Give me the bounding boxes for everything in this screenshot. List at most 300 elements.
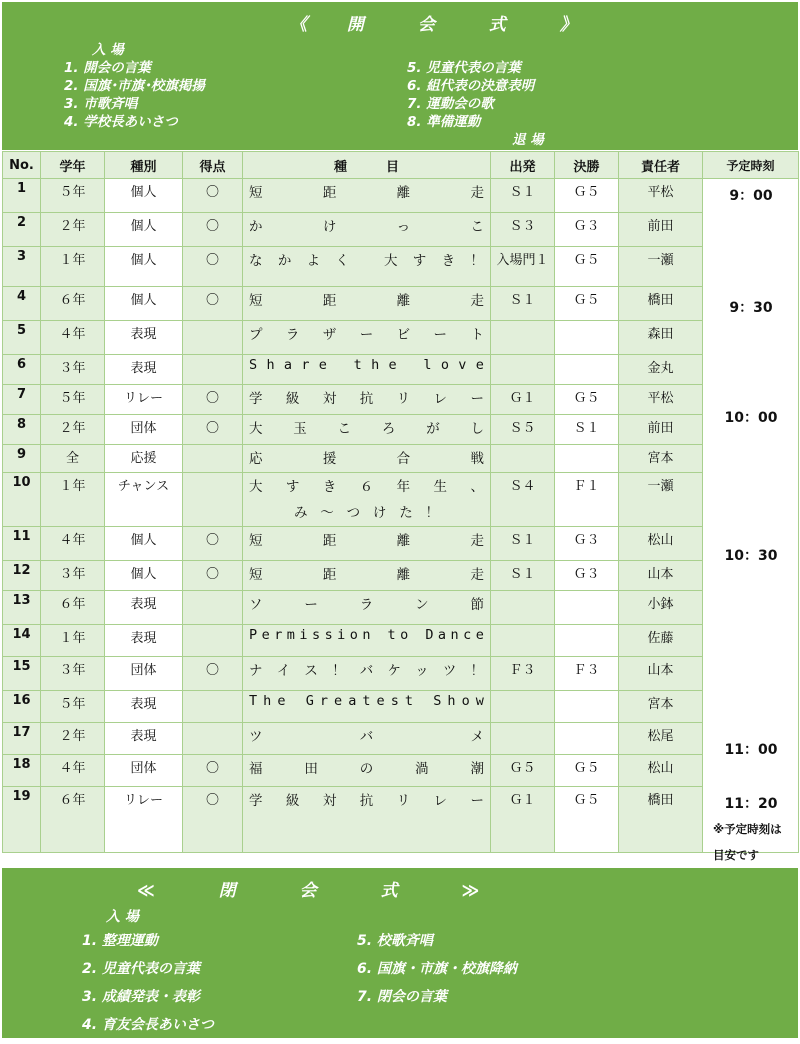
event-char <box>364 249 368 269</box>
score-cell: 〇 <box>183 385 243 415</box>
finish-cell: Ｇ５ <box>555 787 619 853</box>
event-char: く <box>335 253 349 269</box>
finish-cell: Ｇ５ <box>555 287 619 321</box>
responsible-cell: 松尾 <box>619 723 703 755</box>
event-name-line <box>249 417 484 437</box>
program-page <box>2 2 798 1040</box>
start-cell: Ｓ１ <box>491 561 555 591</box>
responsible-cell: 橋田 <box>619 787 703 853</box>
event-char: e <box>318 357 327 373</box>
finish-cell <box>555 723 619 755</box>
finish-cell: Ｇ３ <box>555 527 619 561</box>
event-char: e <box>277 693 286 709</box>
event-char: な <box>249 253 263 269</box>
event-char <box>375 627 383 643</box>
grade-cell: １年 <box>41 247 105 287</box>
grade-cell: ３年 <box>41 561 105 591</box>
event-name-line <box>249 563 484 583</box>
row-number: 3 <box>3 247 41 287</box>
event-char: i <box>337 627 346 643</box>
event-name-line <box>249 323 484 343</box>
opening-item: 1. 開会の言葉 <box>64 60 151 76</box>
event-char: r <box>301 357 310 373</box>
row-number: 6 <box>3 355 41 385</box>
event-cell <box>243 755 491 787</box>
event-char: リ <box>396 793 411 809</box>
event-char: P <box>249 627 258 643</box>
type-cell: 表現 <box>105 723 183 755</box>
responsible-cell: 橋田 <box>619 287 703 321</box>
finish-cell: Ｇ３ <box>555 561 619 591</box>
event-cell <box>243 445 491 473</box>
event-char: n <box>362 627 371 643</box>
event-name-line <box>249 693 484 709</box>
event-char: 短 <box>249 293 263 309</box>
event-char: が <box>426 421 440 437</box>
type-cell: 表現 <box>105 691 183 723</box>
opening-title-char: 会 <box>417 15 437 35</box>
event-char: 対 <box>322 391 337 407</box>
event-char: D <box>425 627 434 643</box>
finish-cell: Ｇ５ <box>555 179 619 213</box>
event-char: 級 <box>285 391 300 407</box>
start-cell: Ｇ１ <box>491 787 555 853</box>
finish-cell <box>555 691 619 723</box>
responsible-cell: 佐藤 <box>619 625 703 657</box>
type-cell: リレー <box>105 385 183 415</box>
grade-cell: ５年 <box>41 691 105 723</box>
event-char: し <box>470 421 484 437</box>
event-char: e <box>475 357 484 373</box>
table-row <box>3 657 799 691</box>
event-char: ー <box>470 391 484 407</box>
event-cell <box>243 213 491 247</box>
row-number: 11 <box>3 527 41 561</box>
finish-cell: Ｆ１ <box>555 473 619 527</box>
event-name-line <box>249 627 484 643</box>
table-row <box>3 723 799 755</box>
type-cell: 個人 <box>105 527 183 561</box>
event-char: メ <box>470 729 484 745</box>
type-cell: リレー <box>105 787 183 853</box>
event-char: 走 <box>470 567 484 583</box>
type-cell: 表現 <box>105 625 183 657</box>
scheduled-time: 11：00 <box>724 742 778 758</box>
event-char: か <box>277 253 292 269</box>
event-char: 年 <box>396 479 411 495</box>
header-finish: 決勝 <box>555 152 619 179</box>
event-char: v <box>458 357 467 373</box>
event-char: 級 <box>285 793 300 809</box>
finish-cell <box>555 591 619 625</box>
table-row <box>3 247 799 287</box>
event-char: a <box>437 627 447 643</box>
responsible-cell: 山本 <box>619 657 703 691</box>
row-number: 12 <box>3 561 41 591</box>
event-char: 走 <box>470 185 484 201</box>
event-char: 大 <box>249 479 263 495</box>
grade-cell: ４年 <box>41 755 105 787</box>
event-cell <box>243 723 491 755</box>
event-char: o <box>461 693 470 709</box>
event-char: 節 <box>470 597 484 613</box>
event-cell <box>243 625 491 657</box>
event-char: 離 <box>396 185 411 201</box>
closing-item: 5. 校歌斉唱 <box>357 933 433 949</box>
table-row <box>3 385 799 415</box>
finish-cell <box>555 355 619 385</box>
event-char: ー <box>470 793 484 809</box>
header-event: 種 目 <box>243 152 491 179</box>
closing-item: 6. 国旗・市旗・校旗降納 <box>357 961 517 977</box>
event-char: t <box>387 627 396 643</box>
row-number: 14 <box>3 625 41 657</box>
event-char: l <box>423 357 432 373</box>
event-char: ト <box>470 327 484 343</box>
score-cell: 〇 <box>183 179 243 213</box>
responsible-cell: 山本 <box>619 561 703 591</box>
event-char: 潮 <box>470 761 484 777</box>
event-char: 生 <box>433 479 448 495</box>
event-char: o <box>349 627 358 643</box>
event-char: 走 <box>470 533 484 549</box>
start-cell: Ｓ５ <box>491 415 555 445</box>
score-cell: 〇 <box>183 247 243 287</box>
event-char: 戦 <box>470 451 484 467</box>
event-char: 大 <box>249 421 263 437</box>
grade-cell: ４年 <box>41 321 105 355</box>
event-name-line <box>249 659 484 679</box>
event-char: 短 <box>249 185 263 201</box>
event-char: e <box>475 627 484 643</box>
event-char: 、 <box>470 479 484 495</box>
responsible-cell: 前田 <box>619 415 703 445</box>
event-char: ！ <box>470 253 484 269</box>
event-name-line <box>249 289 484 309</box>
opening-title-char: 開 <box>346 15 366 35</box>
responsible-cell: 平松 <box>619 385 703 415</box>
grade-cell: ６年 <box>41 591 105 625</box>
event-name-line <box>249 501 484 521</box>
event-char <box>292 693 300 709</box>
event-name-line <box>249 181 484 201</box>
event-name-line <box>249 447 484 467</box>
start-cell: 入場門１ <box>491 247 555 287</box>
event-char: き <box>322 479 337 495</box>
responsible-cell: 小鉢 <box>619 591 703 625</box>
event-char: 離 <box>396 293 411 309</box>
score-cell: 〇 <box>183 213 243 247</box>
closing-title-bracket-left: ≪ <box>137 881 157 901</box>
opening-enter: 入 場 <box>92 42 124 58</box>
start-cell <box>491 445 555 473</box>
table-row <box>3 561 799 591</box>
opening-title <box>290 10 579 35</box>
scheduled-time: 9：00 <box>729 188 773 204</box>
event-char: 抗 <box>359 793 374 809</box>
header-score: 得点 <box>183 152 243 179</box>
table-row <box>3 591 799 625</box>
start-cell <box>491 355 555 385</box>
closing-item: 2. 児童代表の言葉 <box>82 961 200 977</box>
row-number: 19 <box>3 787 41 853</box>
finish-cell: Ｇ５ <box>555 247 619 287</box>
event-char: ソ <box>249 597 263 613</box>
event-char: s <box>311 627 321 643</box>
event-char: ろ <box>381 421 396 437</box>
score-cell: 〇 <box>183 755 243 787</box>
start-cell: Ｓ３ <box>491 213 555 247</box>
event-char <box>413 627 421 643</box>
opening-item: 5. 児童代表の言葉 <box>407 60 521 76</box>
closing-item: 4. 育友会長あいさつ <box>82 1017 214 1033</box>
event-char: ラ <box>359 597 374 613</box>
table-row <box>3 415 799 445</box>
score-cell: 〇 <box>183 527 243 561</box>
event-char: ～ <box>320 505 334 521</box>
event-char: 学 <box>249 793 263 809</box>
grade-cell: ３年 <box>41 657 105 691</box>
type-cell: 個人 <box>105 213 183 247</box>
finish-cell: Ｆ３ <box>555 657 619 691</box>
event-cell <box>243 591 491 625</box>
event-cell <box>243 385 491 415</box>
table-row <box>3 527 799 561</box>
grade-cell: ２年 <box>41 213 105 247</box>
type-cell: 表現 <box>105 355 183 385</box>
event-char: 大 <box>383 253 398 269</box>
event-char: 離 <box>396 533 411 549</box>
type-cell: 個人 <box>105 287 183 321</box>
opening-item: 8. 準備運動 <box>407 114 481 130</box>
event-char: の <box>359 761 374 777</box>
type-cell: 個人 <box>105 247 183 287</box>
score-cell: 〇 <box>183 787 243 853</box>
responsible-cell: 一瀬 <box>619 247 703 287</box>
event-char: 田 <box>304 761 318 777</box>
event-cell <box>243 657 491 691</box>
event-char: t <box>362 693 371 709</box>
event-char: ！ <box>425 505 439 521</box>
event-char: s <box>390 693 399 709</box>
type-cell: 団体 <box>105 415 183 445</box>
event-char: 距 <box>322 185 337 201</box>
event-char: ラ <box>285 327 300 343</box>
start-cell <box>491 321 555 355</box>
header-start: 出発 <box>491 152 555 179</box>
start-cell: Ｓ１ <box>491 179 555 213</box>
responsible-cell: 宮本 <box>619 445 703 473</box>
start-cell <box>491 723 555 755</box>
type-cell: 個人 <box>105 179 183 213</box>
event-cell <box>243 473 491 527</box>
type-cell: 団体 <box>105 657 183 691</box>
time-note: ※予定時刻は <box>713 822 782 836</box>
event-cell <box>243 691 491 723</box>
start-cell: Ｇ５ <box>491 755 555 787</box>
event-char: 学 <box>249 391 263 407</box>
event-char: i <box>299 627 308 643</box>
scheduled-time: 10：00 <box>724 410 778 426</box>
event-char: e <box>388 357 397 373</box>
score-cell: 〇 <box>183 415 243 445</box>
grade-cell: ２年 <box>41 723 105 755</box>
event-name-line <box>249 475 484 495</box>
score-cell <box>183 625 243 657</box>
row-number: 4 <box>3 287 41 321</box>
event-name-line <box>249 387 484 407</box>
event-char: 走 <box>470 293 484 309</box>
event-cell <box>243 287 491 321</box>
row-number: 13 <box>3 591 41 625</box>
event-char: み <box>294 505 308 521</box>
event-name-line <box>249 249 484 269</box>
event-char: a <box>348 693 357 709</box>
event-char: 援 <box>322 451 337 467</box>
row-number: 8 <box>3 415 41 445</box>
closing-item: 7. 閉会の言葉 <box>357 989 447 1005</box>
event-char: 短 <box>249 567 263 583</box>
grade-cell: １年 <box>41 625 105 657</box>
event-char: h <box>266 357 275 373</box>
type-cell: 応援 <box>105 445 183 473</box>
event-name-line <box>249 593 484 613</box>
event-cell <box>243 527 491 561</box>
event-char: c <box>463 627 472 643</box>
type-cell: チャンス <box>105 473 183 527</box>
event-char: h <box>371 357 380 373</box>
event-char: す <box>285 479 300 495</box>
event-cell <box>243 355 491 385</box>
closing-ceremony-panel <box>2 868 798 1038</box>
event-char: す <box>412 253 427 269</box>
time-note: 目安です <box>713 848 759 862</box>
event-char: r <box>274 627 283 643</box>
event-char: け <box>372 505 387 521</box>
start-cell: Ｓ４ <box>491 473 555 527</box>
grade-cell: 全 <box>41 445 105 473</box>
table-row <box>3 691 799 723</box>
score-cell <box>183 591 243 625</box>
opening-title-char: 式 <box>488 15 508 35</box>
event-char: 短 <box>249 533 263 549</box>
event-char: t <box>353 357 362 373</box>
event-char: 対 <box>322 793 337 809</box>
score-cell <box>183 321 243 355</box>
row-number: 5 <box>3 321 41 355</box>
event-cell <box>243 787 491 853</box>
start-cell: Ｇ１ <box>491 385 555 415</box>
event-char: o <box>400 627 409 643</box>
event-name-line <box>249 215 484 235</box>
row-number: 10 <box>3 473 41 527</box>
event-char: 距 <box>322 533 337 549</box>
event-char: か <box>249 219 263 235</box>
start-cell <box>491 625 555 657</box>
start-cell: Ｓ１ <box>491 287 555 321</box>
event-char: ケ <box>387 663 401 679</box>
row-number: 1 <box>3 179 41 213</box>
event-cell <box>243 561 491 591</box>
closing-title-char: 会 <box>299 881 319 901</box>
closing-title-char: 閉 <box>218 881 238 901</box>
type-cell: 個人 <box>105 561 183 591</box>
event-char: よ <box>306 253 321 269</box>
event-char: S <box>433 693 442 709</box>
event-char: ！ <box>470 663 484 679</box>
event-char: n <box>450 627 459 643</box>
finish-cell <box>555 321 619 355</box>
event-char: き <box>441 253 456 269</box>
start-cell <box>491 591 555 625</box>
event-char: e <box>261 627 270 643</box>
event-char: r <box>319 693 328 709</box>
table-row <box>3 179 799 213</box>
event-char: こ <box>337 421 352 437</box>
grade-cell: ５年 <box>41 179 105 213</box>
grade-cell: ３年 <box>41 355 105 385</box>
event-name-line <box>249 789 484 809</box>
row-number: 16 <box>3 691 41 723</box>
row-number: 15 <box>3 657 41 691</box>
event-char: 離 <box>396 567 411 583</box>
event-char: e <box>334 693 343 709</box>
grade-cell: ４年 <box>41 527 105 561</box>
row-number: 9 <box>3 445 41 473</box>
responsible-cell: 一瀬 <box>619 473 703 527</box>
event-char: こ <box>470 219 484 235</box>
event-char: h <box>447 693 456 709</box>
grade-cell: １年 <box>41 473 105 527</box>
event-char: ー <box>359 327 374 343</box>
table-row <box>3 213 799 247</box>
responsible-cell: 宮本 <box>619 691 703 723</box>
event-char: 距 <box>322 567 337 583</box>
table-header-row <box>3 152 799 179</box>
event-char: S <box>249 357 258 373</box>
table-row <box>3 287 799 321</box>
row-number: 18 <box>3 755 41 787</box>
table-row <box>3 355 799 385</box>
grade-cell: ６年 <box>41 787 105 853</box>
score-cell: 〇 <box>183 287 243 321</box>
opening-item: 4. 学校長あいさつ <box>64 114 178 130</box>
responsible-cell: 金丸 <box>619 355 703 385</box>
event-char: w <box>475 693 484 709</box>
responsible-cell: 前田 <box>619 213 703 247</box>
event-char: h <box>263 693 272 709</box>
event-char: け <box>322 219 337 235</box>
score-cell <box>183 473 243 527</box>
event-char: a <box>283 357 293 373</box>
grade-cell: ５年 <box>41 385 105 415</box>
score-cell <box>183 723 243 755</box>
table-row <box>3 321 799 355</box>
row-number: 2 <box>3 213 41 247</box>
header-no: No. <box>3 152 41 179</box>
event-char: 玉 <box>293 421 307 437</box>
responsible-cell: 平松 <box>619 179 703 213</box>
event-cell <box>243 321 491 355</box>
scheduled-time: 9：30 <box>729 300 773 316</box>
opening-title-bracket-left: 《 <box>290 15 309 35</box>
scheduled-time: 11：20 <box>724 796 778 812</box>
event-name-line <box>249 529 484 549</box>
responsible-cell: 松山 <box>619 527 703 561</box>
grade-cell: ２年 <box>41 415 105 445</box>
event-char: T <box>249 693 258 709</box>
finish-cell: Ｓ１ <box>555 415 619 445</box>
